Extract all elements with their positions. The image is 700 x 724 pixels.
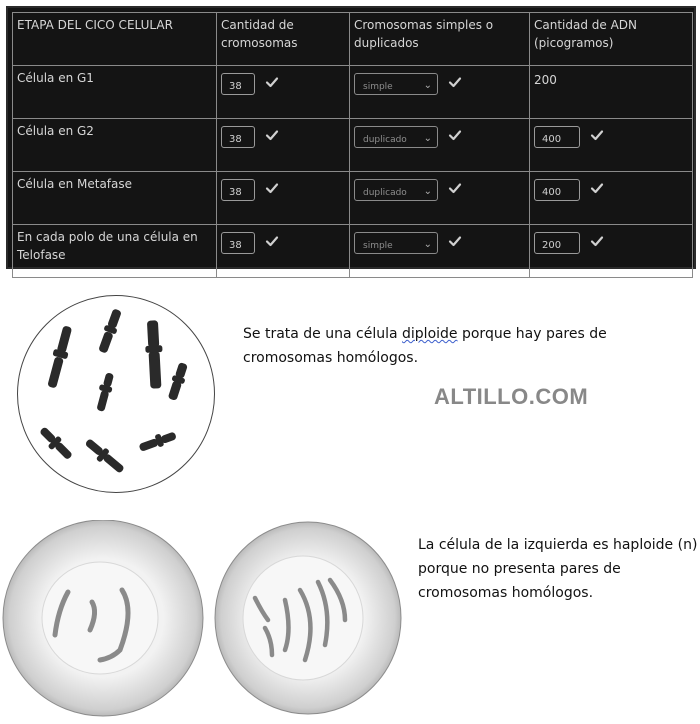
check-icon [265,181,279,200]
chromosome-count-cell [217,66,350,119]
header-dna-amount: Cantidad de ADN (picogramos) [530,13,693,66]
check-icon [265,234,279,253]
dna-amount-cell [530,225,693,278]
dna-amount-input[interactable]: 200 [534,232,580,254]
diploid-cell-illustration [17,295,215,493]
dna-amount-value: 200 [534,73,557,87]
table-row [13,172,693,225]
diploid-explanation [243,322,643,370]
haploid-cells-illustration [0,520,410,724]
chromosome-type-select[interactable] [354,232,438,254]
table-header-row [13,13,693,66]
check-icon [448,181,462,200]
check-icon [265,128,279,147]
diploid-text-prefix: Se trata de una célula [243,326,403,342]
watermark: ALTILLO.COM [434,384,589,409]
chromosome-count-input[interactable]: 38 [221,232,255,254]
chromosome-type-cell [350,119,530,172]
haploid-cell-left [3,520,203,716]
chromosome-count-cell [217,119,350,172]
chromosome-count-input[interactable]: 38 [221,126,255,148]
stage-cell: Célula en G1 [13,66,217,119]
table-row [13,66,693,119]
dna-amount-cell [530,172,693,225]
dna-amount-input[interactable]: 400 [534,179,580,201]
chromosomes-drawing [18,296,214,492]
header-chromosome-type: Cromosomas simples o duplicados [350,13,530,66]
chromosome-type-select[interactable] [354,73,438,95]
chromosome-count-cell [217,172,350,225]
chromosome-count-input[interactable]: 38 [221,179,255,201]
check-icon [448,75,462,94]
chevron-down-icon: ⌄ [423,80,432,91]
chromosome-type-cell [350,172,530,225]
check-icon [448,128,462,147]
diploid-text-suffix: porque hay pares de cromosomas homólogos. [243,326,607,366]
chromosome-type-value: simple [363,82,393,92]
header-chromosome-count: Cantidad de cromosomas [217,13,350,66]
chromosome-count-cell [217,225,350,278]
chevron-down-icon: ⌄ [423,133,432,144]
check-icon [265,75,279,94]
chromosome-count-input[interactable]: 38 [221,73,255,95]
chromosome-type-cell [350,225,530,278]
stage-cell: Célula en G2 [13,119,217,172]
check-icon [590,128,604,147]
table-row [13,225,693,278]
chromosome-type-select[interactable] [354,126,438,148]
chromosome-type-select[interactable] [354,179,438,201]
haploid-explanation: La célula de la izquierda es haploide (n) porque no presenta pares de cromosomas homólogos. [418,537,698,601]
chromosome-type-cell [350,66,530,119]
stage-cell: Célula en Metafase [13,172,217,225]
haploid-cell-right [215,522,401,714]
chevron-down-icon: ⌄ [423,239,432,250]
check-icon [590,181,604,200]
dna-amount-cell [530,66,693,119]
check-icon [448,234,462,253]
stage-cell: En cada polo de una célula en Telofase [13,225,217,278]
chevron-down-icon: ⌄ [423,186,432,197]
diploid-word: diploide [402,326,458,342]
table-row [13,119,693,172]
cell-cycle-table-panel [6,6,696,269]
header-stage: ETAPA DEL CICO CELULAR [13,13,217,66]
chromosome-type-value: simple [363,241,393,251]
dna-amount-input[interactable]: 400 [534,126,580,148]
check-icon [590,234,604,253]
chromosome-type-value: duplicado [363,135,407,145]
cell-cycle-table [12,12,693,278]
chromosome-type-value: duplicado [363,188,407,198]
dna-amount-cell [530,119,693,172]
